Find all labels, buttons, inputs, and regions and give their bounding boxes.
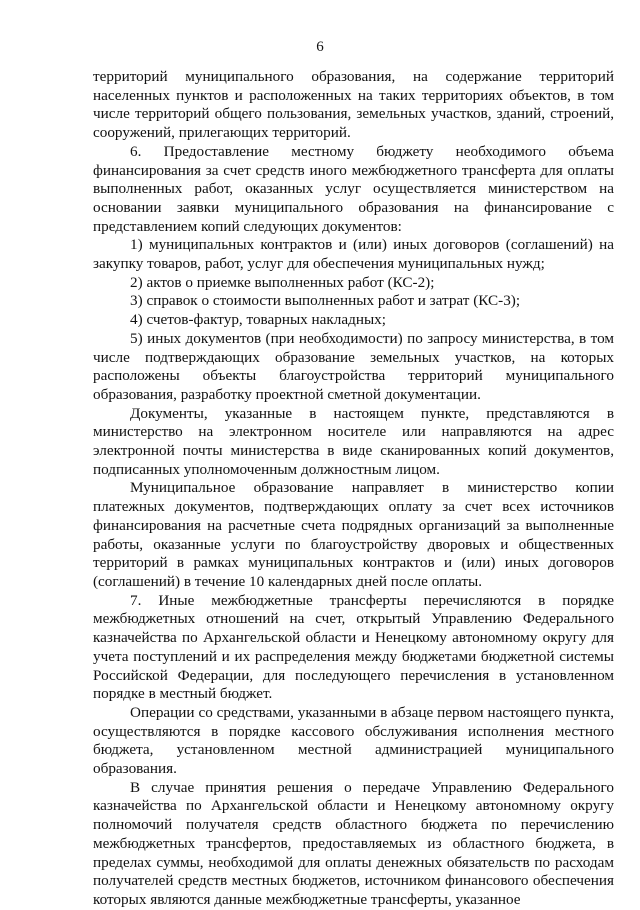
list-item-2: 2) актов о приемке выполненных работ (КС-2); (130, 273, 435, 291)
paragraph-payment-copies: Муниципальное образование направляет в министерство копии платежных документов, подтверждающих оплату за счет всех источников финансирования на расчетные счета подрядных организаций за выполненные работы, оказанные услуги по благоустройству дворовых и общественных территорий в рамках муниципальных контрактов и (или) иных договоров (соглашений) в течение 10 календарных дней после оплаты. (93, 479, 614, 590)
paragraph-operations: Операции со средствами, указанными в абзаце первом настоящего пункта, осуществляются в порядке кассового обслуживания исполнения местного бюджета, установленном местной администрацией муниципального образования. (93, 703, 614, 778)
document-body (93, 68, 614, 910)
paragraph-continuation: территорий муниципального образования, на содержание территорий населенных пунктов и расположенных на таких территориях объектов, в том числе территорий общего пользования, земельных участков, зданий, строений, сооружений, прилегающих территорий. (93, 68, 614, 142)
list-item-3: 3) справок о стоимости выполненных работ и затрат (КС-3); (130, 292, 521, 310)
paragraph-section-6: 6. Предоставление местному бюджету необходимого объема финансирования за счет средств иного межбюджетного трансферта для оплаты выполненных работ, оказанных услуг осуществляется министерством на основании заявки муниципального образования на финансирование с представлением копий следующих документов: (93, 142, 614, 235)
list-item-4: 4) счетов-фактур, товарных накладных; (130, 311, 386, 329)
list-item-1: 1) муниципальных контрактов и (или) иных договоров (соглашений) на закупку товаров, работ, услуг для обеспечения муниципальных нужд; (93, 236, 614, 273)
page-number: 6 (316, 39, 324, 55)
list-item-5: 5) иных документов (при необходимости) по запросу министерства, в том числе подтверждающих образование земельных участков, на которых расположены объекты благоустройства территорий муниципального образования, разработку проектной сметной документации. (93, 329, 614, 403)
paragraph-documents: Документы, указанные в настоящем пункте, представляются в министерство на электронном носителе или направляются на адрес электронной почты министерства в виде сканированных копий документов, подписанных уполномоченным должностным лицом. (93, 404, 614, 478)
paragraph-section-7: 7. Иные межбюджетные трансферты перечисляются в порядке межбюджетных отношений на счет, открытый Управлению Федерального казначейства по Архангельской области и Ненецкому автономному округу для учета поступлений и их распределения между бюджетами бюджетной системы Российской Федерации, для последующего перечисления в установленном порядке в местный бюджет. (93, 591, 614, 703)
paragraph-treasury-decision: В случае принятия решения о передаче Управлению Федерального казначейства по Архангельской области и Ненецкому автономному округу полномочий получателя средств областного бюджета по перечислению межбюджетных трансфертов, предоставляемых из областного бюджета, в пределах суммы, необходимой для оплаты денежных обязательств по расходам получателей средств местных бюджетов, источником финансового обеспечения которых являются данные межбюджетные трансферты, указанное (93, 778, 614, 908)
